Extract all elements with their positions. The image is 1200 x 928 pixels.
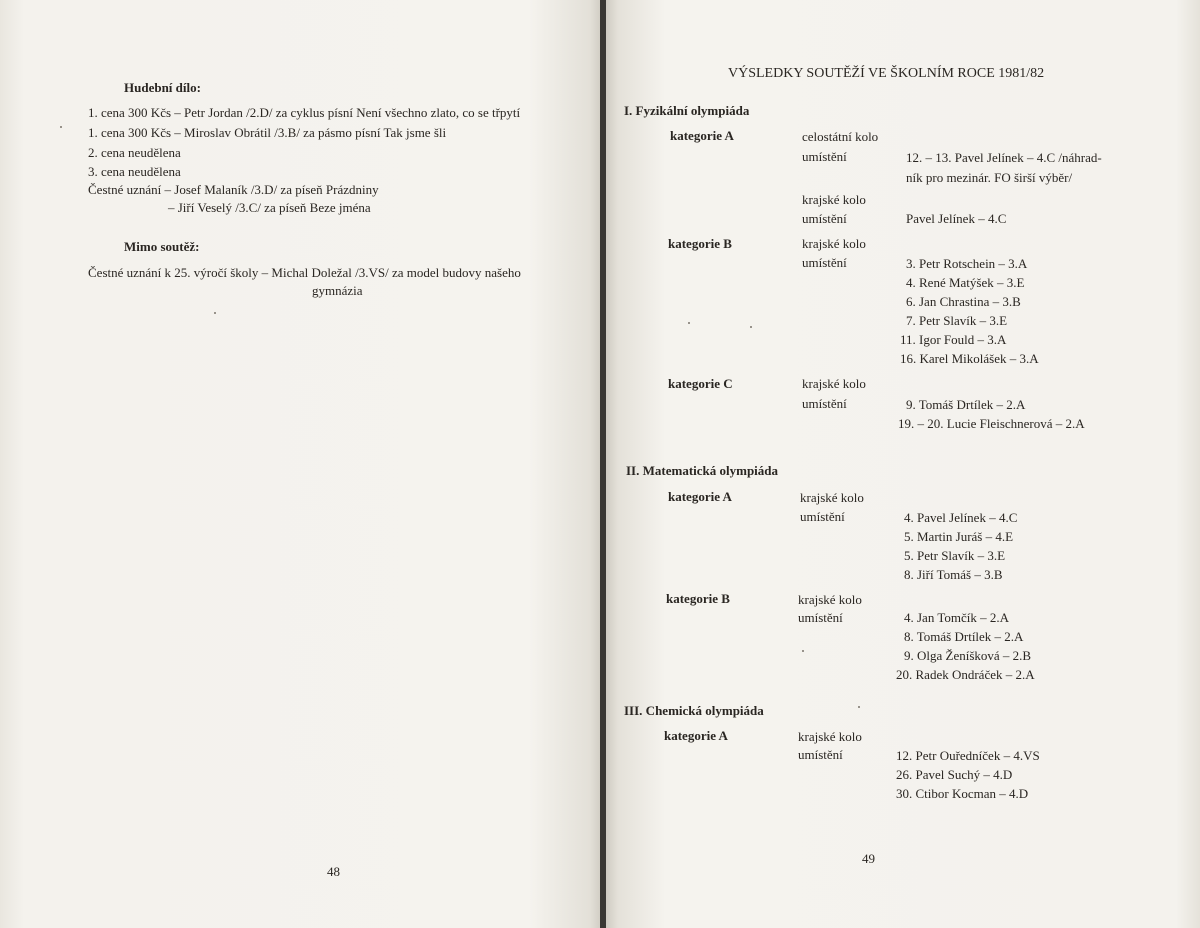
- result-line: 9. Olga Ženíšková – 2.B: [904, 648, 1032, 663]
- result-line: 6. Jan Chrastina – 3.B: [906, 294, 1021, 309]
- music-line: – Jiří Veselý /3.C/ za píseň Beze jména: [168, 200, 371, 215]
- section-heading: III. Chemická olympiáda: [624, 703, 764, 718]
- page-title: VÝSLEDKY SOUTĚŽÍ VE ŠKOLNÍM ROCE 1981/82: [728, 66, 1045, 81]
- speck: [802, 650, 804, 652]
- placement-label: umístění: [802, 255, 847, 270]
- placement-label: umístění: [800, 509, 845, 524]
- speck: [688, 322, 690, 324]
- section-heading: II. Matematická olympiáda: [626, 463, 779, 478]
- speck: [750, 326, 752, 328]
- result-line: 8. Tomáš Drtílek – 2.A: [904, 629, 1024, 644]
- placement-label: umístění: [802, 396, 847, 411]
- result-line: 19. – 20. Lucie Fleischnerová – 2.A: [898, 416, 1085, 431]
- right-page: [606, 0, 1200, 928]
- result-line: 4. René Matýšek – 3.E: [906, 275, 1025, 290]
- result-line: 3. Petr Rotschein – 3.A: [906, 256, 1028, 271]
- placement-label: umístění: [802, 211, 847, 226]
- page-number: 48: [327, 864, 340, 879]
- outside-line: Čestné uznání k 25. výročí školy – Michal Doležal /3.VS/ za model budovy našeho: [88, 265, 521, 280]
- result-line: Pavel Jelínek – 4.C: [906, 211, 1007, 226]
- result-line: 11. Igor Fould – 3.A: [900, 332, 1007, 347]
- music-line: 1. cena 300 Kčs – Petr Jordan /2.D/ za cyklus písní Není všechno zlato, co se třpytí: [88, 105, 521, 120]
- placement-label: umístění: [798, 610, 843, 625]
- round-label: krajské kolo: [802, 376, 866, 391]
- result-line: 9. Tomáš Drtílek – 2.A: [906, 397, 1026, 412]
- music-line: 1. cena 300 Kčs – Miroslav Obrátil /3.B/ za pásmo písní Tak jsme šli: [88, 125, 447, 140]
- page-number: 49: [862, 851, 875, 866]
- result-line: 4. Jan Tomčík – 2.A: [904, 610, 1010, 625]
- result-line: 26. Pavel Suchý – 4.D: [896, 767, 1013, 782]
- category-label: kategorie C: [668, 376, 733, 391]
- speck: [214, 312, 216, 314]
- music-line: 3. cena neudělena: [88, 164, 181, 179]
- outside-line-cont: gymnázia: [312, 283, 363, 298]
- result-line: 20. Radek Ondráček – 2.A: [896, 667, 1035, 682]
- placement-label: umístění: [798, 747, 843, 762]
- round-label: krajské kolo: [802, 192, 866, 207]
- result-line: 12. Petr Ouředníček – 4.VS: [896, 748, 1040, 763]
- music-heading: Hudební dílo:: [124, 80, 201, 95]
- outside-heading: Mimo soutěž:: [124, 239, 200, 254]
- category-label: kategorie A: [668, 489, 732, 504]
- round-label: krajské kolo: [800, 490, 864, 505]
- music-line: Čestné uznání – Josef Malaník /3.D/ za píseň Prázdniny: [88, 182, 379, 197]
- result-line: 30. Ctibor Kocman – 4.D: [896, 786, 1029, 801]
- placement-label: umístění: [802, 149, 847, 164]
- speck: [60, 126, 62, 128]
- result-line: 4. Pavel Jelínek – 4.C: [904, 510, 1018, 525]
- category-label: kategorie A: [670, 128, 734, 143]
- category-label: kategorie A: [664, 728, 728, 743]
- speck: [858, 706, 860, 708]
- result-line: ník pro mezinár. FO širší výběr/: [906, 170, 1073, 185]
- music-line: 2. cena neudělena: [88, 145, 181, 160]
- section-heading: I. Fyzikální olympiáda: [624, 103, 750, 118]
- round-label: krajské kolo: [798, 729, 862, 744]
- result-line: 12. – 13. Pavel Jelínek – 4.C /náhrad-: [906, 150, 1102, 165]
- result-line: 5. Petr Slavík – 3.E: [904, 548, 1006, 563]
- category-label: kategorie B: [666, 591, 730, 606]
- round-label: krajské kolo: [798, 592, 862, 607]
- result-line: 7. Petr Slavík – 3.E: [906, 313, 1008, 328]
- category-label: kategorie B: [668, 236, 732, 251]
- round-label: krajské kolo: [802, 236, 866, 251]
- result-line: 5. Martin Juráš – 4.E: [904, 529, 1014, 544]
- result-line: 16. Karel Mikolášek – 3.A: [900, 351, 1039, 366]
- result-line: 8. Jiří Tomáš – 3.B: [904, 567, 1003, 582]
- round-label: celostátní kolo: [802, 129, 879, 144]
